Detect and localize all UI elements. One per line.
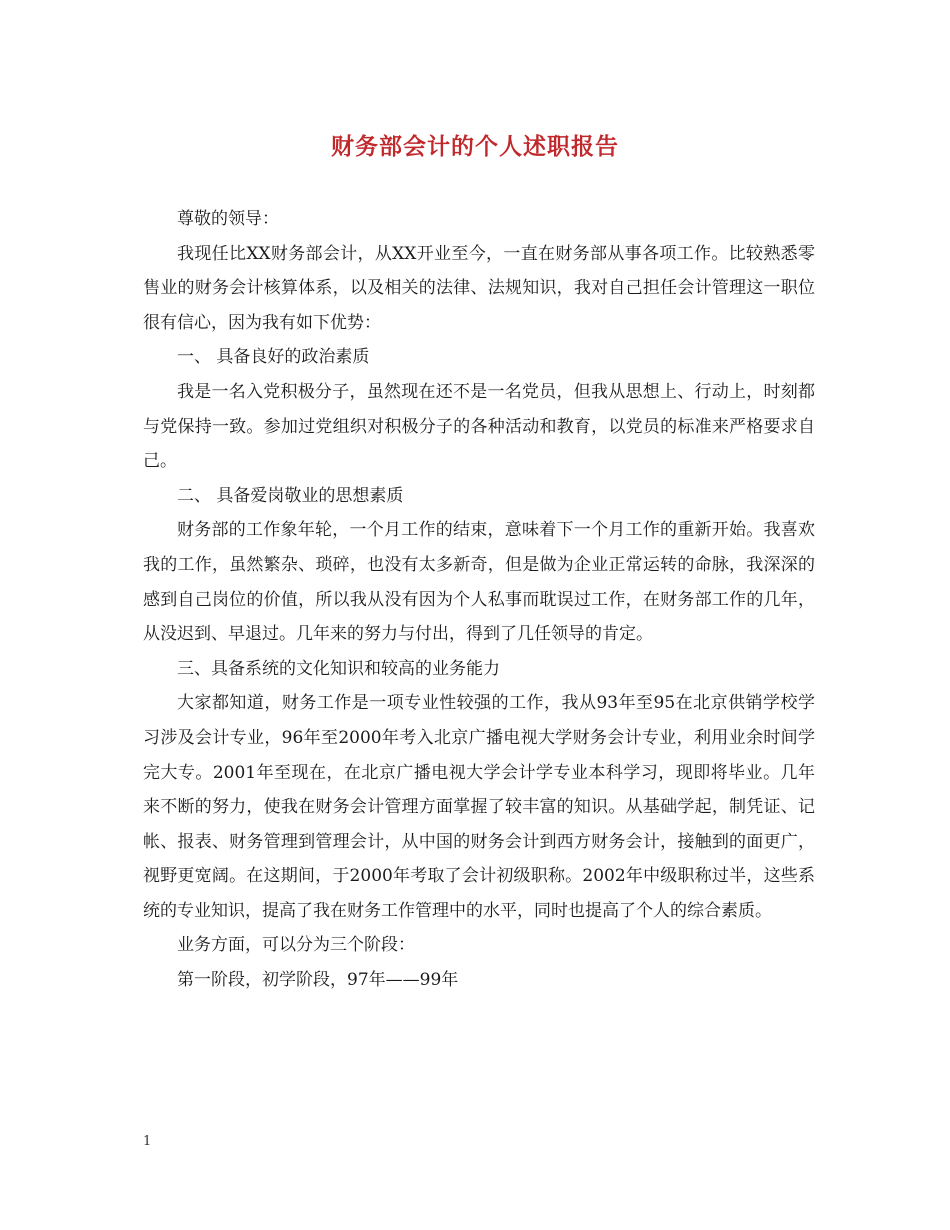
section-1-paragraph: 我是一名入党积极分子，虽然现在还不是一名党员，但我从思想上、行动上，时刻都与党保持一致。参加过党组织对积极分子的各种活动和教育，以党员的标准来严格要求自己。 [143, 381, 815, 472]
section-heading-1: 一、 具备良好的政治素质 [177, 347, 370, 368]
stage-1-heading: 第一阶段，初学阶段，97年——99年 [177, 970, 459, 991]
section-3-paragraph: 大家都知道，财务工作是一项专业性较强的工作，我从93年至95在北京供销学校学习涉及会计专业，96年至2000年考入北京广播电视大学财务会计专业，利用业余时间学完大专。2001年至现在，在北京广播电视大学会计学专业本科学习，现即将毕业。几年来不断的努力，使我在财务会计管理方面掌握了较丰富的知识。从基础学起，制凭证、记帐、报表、财务管理到管理会计，从中国的财务会计到西方财务会计，接触到的面更广，视野更宽阔。在这期间，于2000年考取了会计初级职称。2002年中级职称过半，这些系统的专业知识，提高了我在财务工作管理中的水平，同时也提高了个人的综合素质。 [143, 693, 815, 921]
page-number: 1 [143, 1134, 152, 1149]
salutation: 尊敬的领导： [177, 209, 279, 229]
business-stages-intro: 业务方面，可以分为三个阶段： [177, 935, 415, 956]
section-heading-3: 三、具备系统的文化知识和较高的业务能力 [177, 658, 500, 679]
section-2-paragraph: 财务部的工作象年轮，一个月工作的结束，意味着下一个月工作的重新开始。我喜欢我的工作，虽然繁杂、琐碎，也没有太多新奇，但是做为企业正常运转的命脉，我深深的感到自己岗位的价值，所以我从没有因为个人私事而耽误过工作，在财务部工作的几年，从没迟到、早退过。几年来的努力与付出，得到了几任领导的肯定。 [143, 520, 815, 645]
intro-paragraph: 我现任比XX财务部会计，从XX开业至今，一直在财务部从事各项工作。比较熟悉零售业的财务会计核算体系，以及相关的法律、法规知识，我对自己担任会计管理这一职位很有信心，因为我有如下优势： [143, 243, 815, 333]
section-heading-2: 二、 具备爱岗敬业的思想素质 [177, 485, 404, 506]
document-title: 财务部会计的个人述职报告 [331, 133, 619, 160]
document-body [143, 202, 815, 998]
